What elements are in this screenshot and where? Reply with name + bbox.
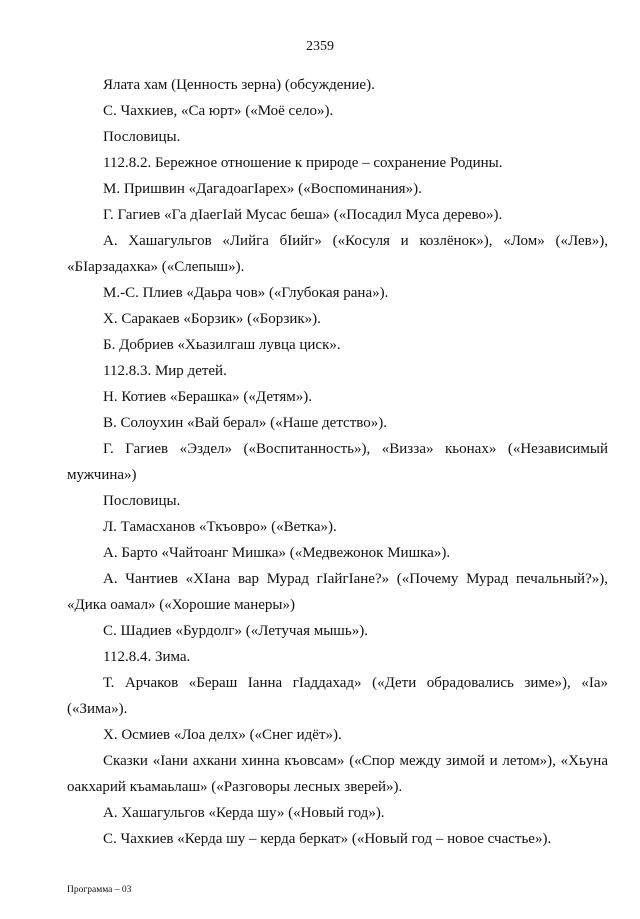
document-body <box>67 72 608 852</box>
text-line: В. Солоухин «Вай берал» («Наше детство»). <box>103 415 387 431</box>
text-line: Ялата хам (Ценность зерна) (обсуждение). <box>103 77 375 93</box>
text-line: Сказки «Іани ахкани хинна къовсам» («Спор между зимой и летом»), «Хьуна <box>103 753 608 769</box>
text-line: «БІарзадахка» («Слепыш»). <box>67 259 245 275</box>
text-line: А. Барто «Чайтоанг Мишка» («Медвежонок Мишка»). <box>103 545 451 561</box>
section-heading: 112.8.3. Мир детей. <box>103 363 227 379</box>
text-line: С. Шадиев «Бурдолг» («Летучая мышь»). <box>103 623 368 639</box>
text-line: Б. Добриев «Хьазилгаш лувца циск». <box>103 337 341 353</box>
text-line: Пословицы. <box>103 493 181 509</box>
text-line: Х. Осмиев «Лоа делх» («Снег идёт»). <box>103 727 342 743</box>
text-line: А. Хашагульгов «Лийга бІийг» («Косуля и козлёнок»), «Лом» («Лев»), <box>103 233 608 249</box>
text-line: С. Чахкиев «Керда шу – керда беркат» («Новый год – новое счастье»). <box>103 831 552 847</box>
text-line: Г. Гагиев «Эздел» («Воспитанность»), «Визза» кьонах» («Независимый <box>103 441 608 457</box>
section-heading: 112.8.4. Зима. <box>103 649 191 665</box>
text-line: Л. Тамасханов «Ткъоврo» («Ветка»). <box>103 519 337 535</box>
text-line: С. Чахкиев, «Са юрт» («Моё село»). <box>103 103 334 119</box>
text-line: мужчина») <box>67 467 137 483</box>
text-line: оакхарий къамаьлаш» («Разговоры лесных зверей»). <box>67 779 403 795</box>
text-line: М. Пришвин «ДагадоагІарех» («Воспоминания»). <box>103 181 422 197</box>
footer-label: Программа – 03 <box>67 885 132 895</box>
text-line: Х. Саракаев «Борзик» («Борзик»). <box>103 311 321 327</box>
text-line: Г. Гагиев «Га дІаегІай Мусас беша» («Посадил Муса дерево»). <box>103 207 503 223</box>
text-line: А. Чантиев «ХІана вар Мурад гІайгІане?» («Почему Мурад печальный?»), <box>103 571 608 587</box>
text-line: («Зима»). <box>67 701 128 717</box>
section-heading: 112.8.2. Бережное отношение к природе – сохранение Родины. <box>103 155 503 171</box>
text-line: Пословицы. <box>103 129 181 145</box>
text-line: М.-С. Плиев «Даьра чов» («Глубокая рана»). <box>103 285 389 301</box>
text-line: Т. Арчаков «Бераш Іанна гІаддахад» («Дети обрадовались зиме»), «Іа» <box>103 675 608 691</box>
text-line: «Дика оамал» («Хорошие манеры») <box>67 597 295 613</box>
text-line: Н. Котиев «Берашка» («Детям»). <box>103 389 312 405</box>
text-line: А. Хашагульгов «Керда шу» («Новый год»). <box>103 805 385 821</box>
page-number: 2359 <box>306 39 334 54</box>
